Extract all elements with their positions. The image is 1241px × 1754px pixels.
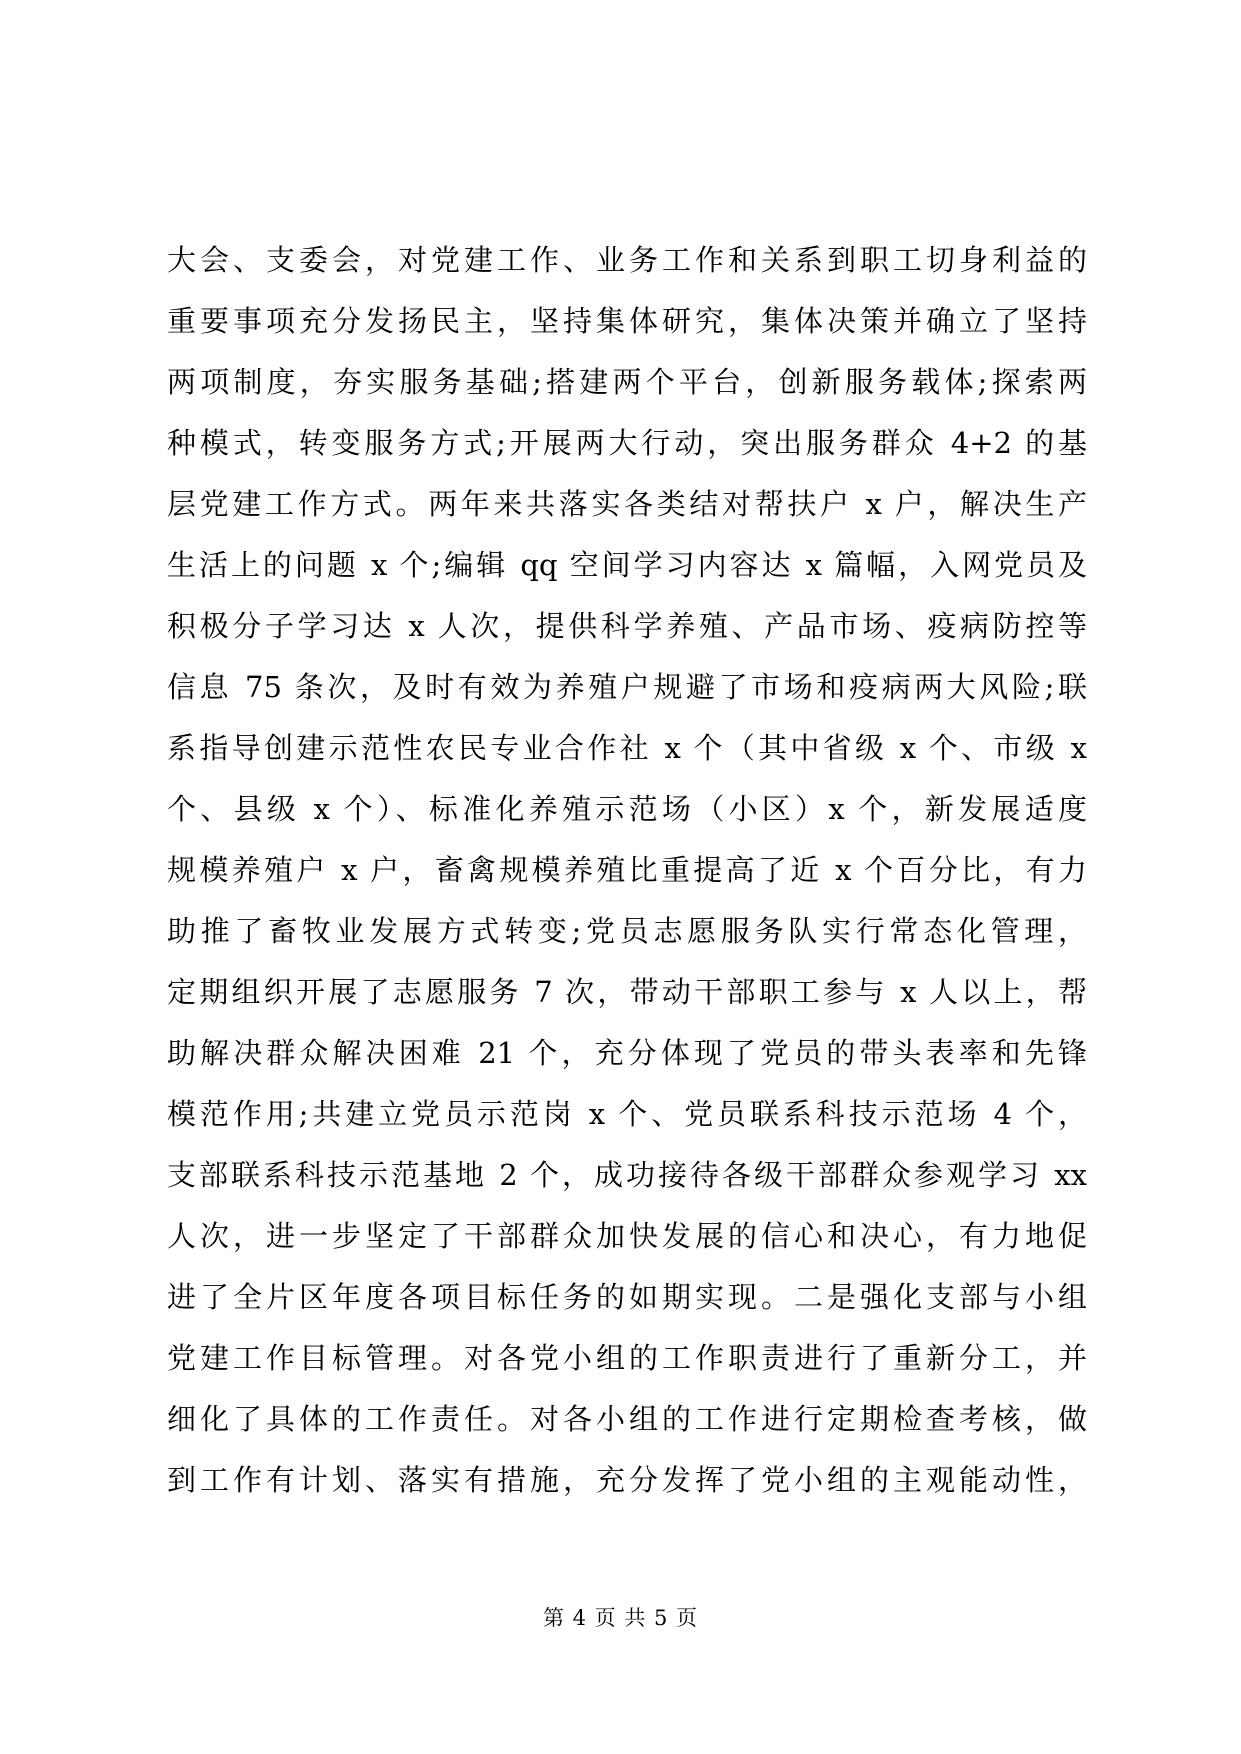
text-line: 人次，进一步坚定了干部群众加快发展的信心和决心，有力地促	[167, 1219, 1087, 1253]
text-line: 模范作用;共建立党员示范岗 x 个、党员联系科技示范场 4 个，	[167, 1097, 1087, 1131]
text-line: 种模式，转变服务方式;开展两大行动，突出服务群众 4+2 的基	[167, 426, 1087, 460]
text-line: 层党建工作方式。两年来共落实各类结对帮扶户 x 户，解决生产	[167, 487, 1087, 521]
text-line: 信息 75 条次，及时有效为养殖户规避了市场和疫病两大风险;联	[167, 670, 1087, 704]
text-line: 进了全片区年度各项目标任务的如期实现。二是强化支部与小组	[167, 1280, 1087, 1314]
text-line: 重要事项充分发扬民主，坚持集体研究，集体决策并确立了坚持	[167, 304, 1087, 338]
text-line: 细化了具体的工作责任。对各小组的工作进行定期检查考核，做	[167, 1402, 1087, 1436]
text-line: 生活上的问题 x 个;编辑 qq 空间学习内容达 x 篇幅，入网党员及	[167, 548, 1087, 582]
text-line: 系指导创建示范性农民专业合作社 x 个（其中省级 x 个、市级 x	[167, 731, 1087, 765]
text-line: 支部联系科技示范基地 2 个，成功接待各级干部群众参观学习 xx	[167, 1158, 1087, 1192]
text-line: 个、县级 x 个）、标准化养殖示范场（小区）x 个，新发展适度	[167, 792, 1087, 826]
body-text	[167, 230, 1087, 1511]
text-line: 助解决群众解决困难 21 个，充分体现了党员的带头表率和先锋	[167, 1036, 1087, 1070]
text-line: 规模养殖户 x 户，畜禽规模养殖比重提高了近 x 个百分比，有力	[167, 853, 1087, 887]
page-footer: 第 4 页 共 5 页	[542, 1606, 699, 1630]
text-line: 大会、支委会，对党建工作、业务工作和关系到职工切身利益的	[167, 243, 1087, 277]
text-line: 两项制度，夯实服务基础;搭建两个平台，创新服务载体;探索两	[167, 365, 1087, 399]
text-line: 党建工作目标管理。对各党小组的工作职责进行了重新分工，并	[167, 1341, 1087, 1375]
text-line: 到工作有计划、落实有措施，充分发挥了党小组的主观能动性，	[167, 1463, 1087, 1497]
text-line: 定期组织开展了志愿服务 7 次，带动干部职工参与 x 人以上，帮	[167, 975, 1087, 1009]
text-line: 助推了畜牧业发展方式转变;党员志愿服务队实行常态化管理，	[167, 914, 1087, 948]
text-line: 积极分子学习达 x 人次，提供科学养殖、产品市场、疫病防控等	[167, 609, 1087, 643]
